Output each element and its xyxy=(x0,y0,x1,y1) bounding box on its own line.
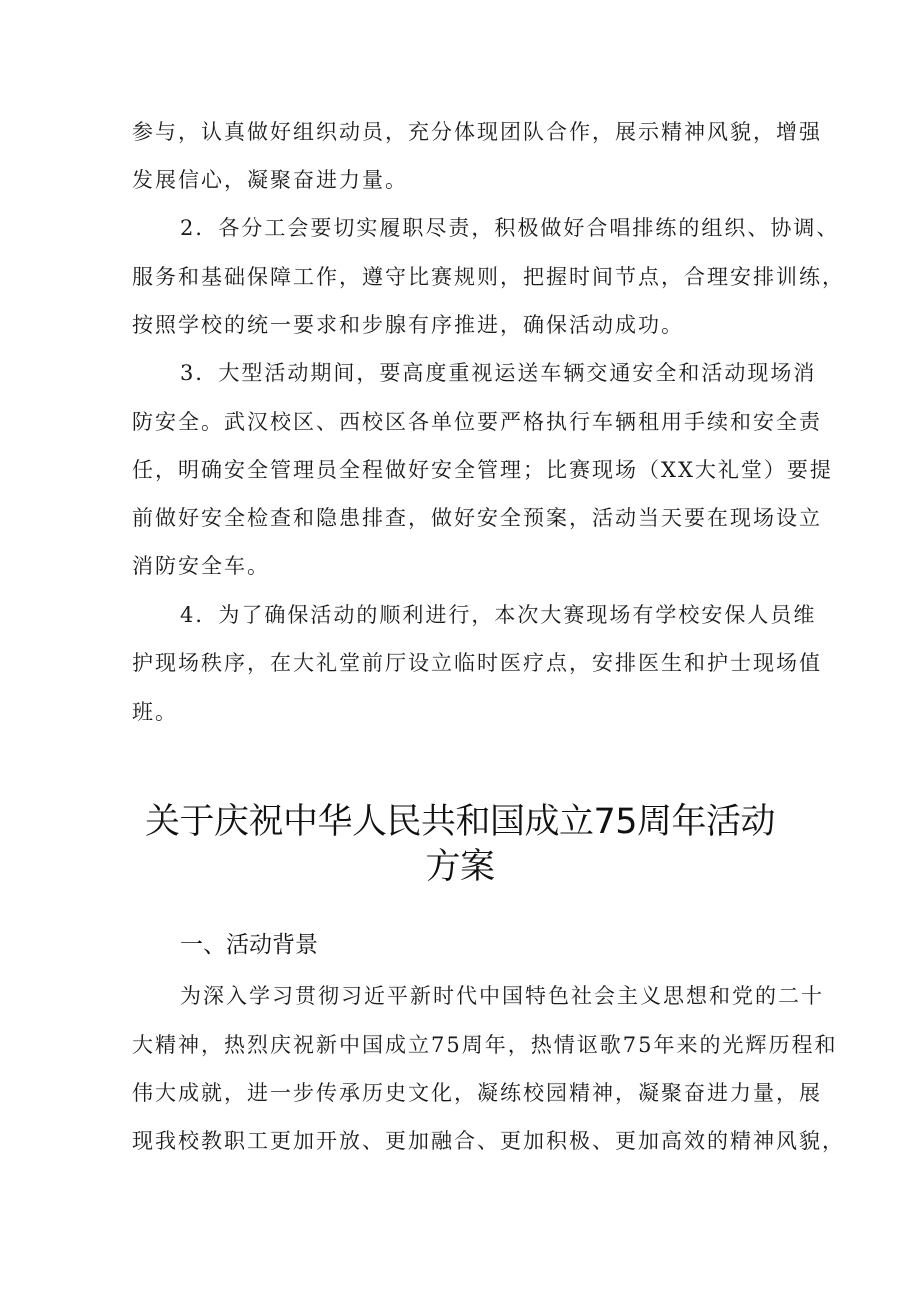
list-item-line: 前做好安全检查和隐患排查，做好安全预案，活动当天要在现场设立 xyxy=(132,506,822,530)
section-heading: 一、活动背景 xyxy=(180,932,318,958)
list-item-line: 4．为了确保活动的顺利进行，本次大赛现场有学校安保人员维 xyxy=(180,603,817,627)
paragraph-line: 发展信心，凝聚奋进力量。 xyxy=(132,168,408,192)
paragraph-line: 大精神，热烈庆祝新中国成立75周年，热情讴歌75年来的光辉历程和 xyxy=(132,1033,838,1057)
paragraph-line: 现我校教职工更加开放、更加融合、更加积极、更加高效的精神风貌， xyxy=(132,1129,845,1153)
list-item-line: 护现场秩序，在大礼堂前厅设立临时医疗点，安排医生和护士现场值 xyxy=(132,651,822,675)
list-item-line: 防安全。武汉校区、西校区各单位要严格执行车辆租用手续和安全责 xyxy=(132,410,822,434)
document-title-line-1: 关于庆祝中华人民共和国成立75周年活动 xyxy=(144,802,776,842)
list-item-line: 任，明确安全管理员全程做好安全管理；比赛现场（XX大礼堂）要提 xyxy=(132,458,833,482)
list-item-line: 按照学校的统一要求和步腺有序推进，确保活动成功。 xyxy=(132,313,684,337)
paragraph-line: 为深入学习贯彻习近平新时代中国特色社会主义思想和党的二十 xyxy=(180,984,824,1008)
list-item-line: 消防安全车。 xyxy=(132,554,270,578)
list-item-line: 3．大型活动期间，要高度重视运送车辆交通安全和活动现场消 xyxy=(180,361,817,385)
document-title-line-2: 方案 xyxy=(425,847,495,887)
paragraph-line: 伟大成就，进一步传承历史文化，凝练校园精神，凝聚奋进力量，展 xyxy=(132,1081,822,1105)
list-item-line: 2．各分工会要切实履职尽责，积极做好合唱排练的组织、协调、 xyxy=(180,216,840,240)
list-item-line: 服务和基础保障工作，遵守比赛规则，把握时间节点，合理安排训练， xyxy=(132,265,845,289)
paragraph-line: 参与，认真做好组织动员，充分体现团队合作，展示精神风貌，增强 xyxy=(132,120,822,144)
list-item-line: 班。 xyxy=(132,700,178,724)
